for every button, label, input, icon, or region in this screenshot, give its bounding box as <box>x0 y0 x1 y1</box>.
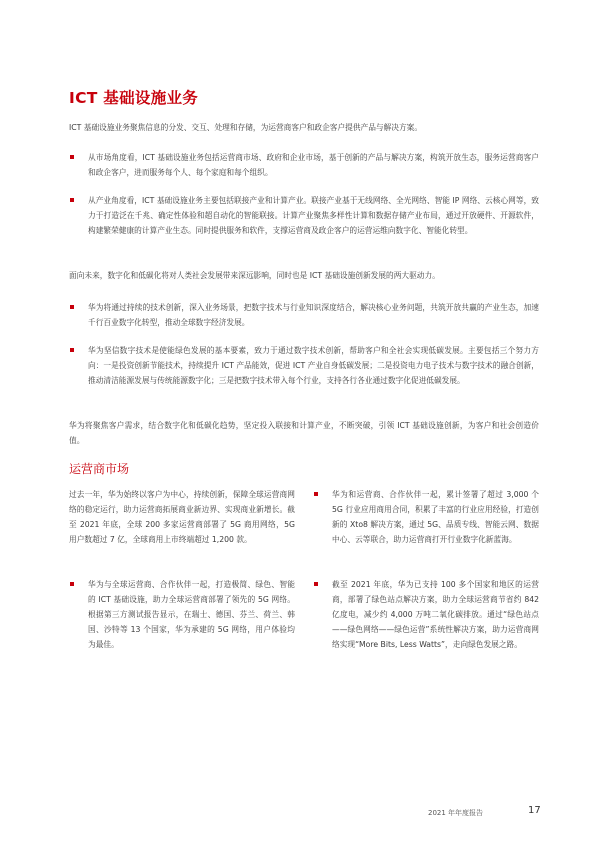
right-column-bullet-2 <box>313 577 539 652</box>
closing-paragraph: 华为将聚焦客户需求，结合数字化和低碳化趋势，坚定投入联接和计算产业，不断突破，引领 ICT 基础设施创新，为客户和社会创造价值。 <box>69 421 539 445</box>
section-subtitle: 运营商市场 <box>69 462 130 476</box>
bullet-square-icon <box>70 155 74 159</box>
bullet-5g-network <box>69 577 295 652</box>
bullet-text: 从产业角度看，ICT 基础设施业务主要包括联接产业和计算产业。联接产业基于无线网络、全光网络、智能 IP 网络、云核心网等，致力于打造泛在千兆、确定性体验和超自动化的智能联接。计算产业聚焦多样性计算和数据存储产业布局，通过开放硬件、开源软件，构建繁荣健康的计算产业生态。同时提供服务和软件，支撑运营商及政企客户的运营运维向数字化、智能化转型。 <box>88 196 539 235</box>
bullet-market-view <box>69 150 539 180</box>
bullet-text: 从市场角度看，ICT 基础设施业务包括运营商市场、政府和企业市场，基于创新的产品与解决方案，构筑开放生态，服务运营商客户和政企客户，进而服务每个人、每个家庭和每个组织。 <box>88 153 539 177</box>
left-column <box>69 487 295 547</box>
bullet-square-icon <box>314 582 318 586</box>
bullet-square-icon <box>70 348 74 352</box>
bullet-square-icon <box>70 305 74 309</box>
bullet-text: 华为坚信数字技术是使能绿色发展的基本要素，致力于通过数字技术创新，帮助客户和全社会实现低碳发展。主要包括三个努力方向：一是投资创新节能技术，持续提升 ICT 产品能效，促进 ICT 产业自身低碳发展；二是投资电力电子技术与数字技术的融合创新，推动清洁能源发展与传统能源数字化；三是把数字技术带入每个行业，支持各行各业通过数字化促进低碳发展。 <box>88 346 539 385</box>
bullet-text: 华为和运营商、合作伙伴一起，累计签署了超过 3,000 个 5G 行业应用商用合同，积累了丰富的行业应用经验，打造创新的 Xto8 解决方案，通过 5G、品质专线、智能云网、数据中心、云等联合，助力运营商打开行业数字化新蓝海。 <box>332 490 539 544</box>
bullet-5g-industry <box>313 487 539 547</box>
page-number: 17 <box>528 805 541 816</box>
right-column-bullet-1 <box>313 487 539 547</box>
intro-paragraph: ICT 基础设施业务聚焦信息的分发、交互、处理和存储，为运营商客户和政企客户提供产品与解决方案。 <box>69 123 423 132</box>
left-column-paragraph: 过去一年，华为始终以客户为中心，持续创新，保障全球运营商网络的稳定运行，助力运营商拓展商业新边界、实现商业新增长。截至 2021 年底，全球 200 多家运营商部署了 5G 商用网络，5G 用户数超过 7 亿，全球商用上市终端超过 1,200 款。 <box>69 490 295 544</box>
bullet-green-site <box>313 577 539 652</box>
left-column-bullet <box>69 577 295 652</box>
bullet-industry-view <box>69 193 539 238</box>
bullet-square-icon <box>70 582 74 586</box>
bullet-text: 华为与全球运营商、合作伙伴一起，打造极简、绿色、智能的 ICT 基础设施，助力全球运营商部署了领先的 5G 网络。根据第三方测试报告显示，在瑞士、德国、芬兰、荷兰、韩国、沙特等 13 个国家，华为承建的 5G 网络，用户体验均为最佳。 <box>88 580 295 649</box>
bullet-text: 截至 2021 年底，华为已支持 100 多个国家和地区的运营商，部署了绿色站点解决方案，助力全球运营商节省约 842 亿度电，减少约 4,000 万吨二氧化碳排放。通过“绿色站点——绿色网络——绿色运营”系统性解决方案，助力运营商网络实现“More Bits, Less Watts”，走向绿色发展之路。 <box>332 580 539 649</box>
page-title: ICT 基础设施业务 <box>69 89 199 107</box>
footer-report-label: 2021 年年度报告 <box>428 809 484 817</box>
bullet-square-icon <box>70 198 74 202</box>
bullet-text: 华为将通过持续的技术创新，深入业务场景，把数字技术与行业知识深度结合，解决核心业务问题，共筑开放共赢的产业生态，加速千行百业数字化转型，推动全球数字经济发展。 <box>88 303 539 327</box>
bullet-square-icon <box>314 492 318 496</box>
future-paragraph: 面向未来，数字化和低碳化将对人类社会发展带来深远影响，同时也是 ICT 基础设施创新发展的两大驱动力。 <box>69 271 440 280</box>
bullet-green-development <box>69 343 539 388</box>
bullet-digital-innovation <box>69 300 539 330</box>
